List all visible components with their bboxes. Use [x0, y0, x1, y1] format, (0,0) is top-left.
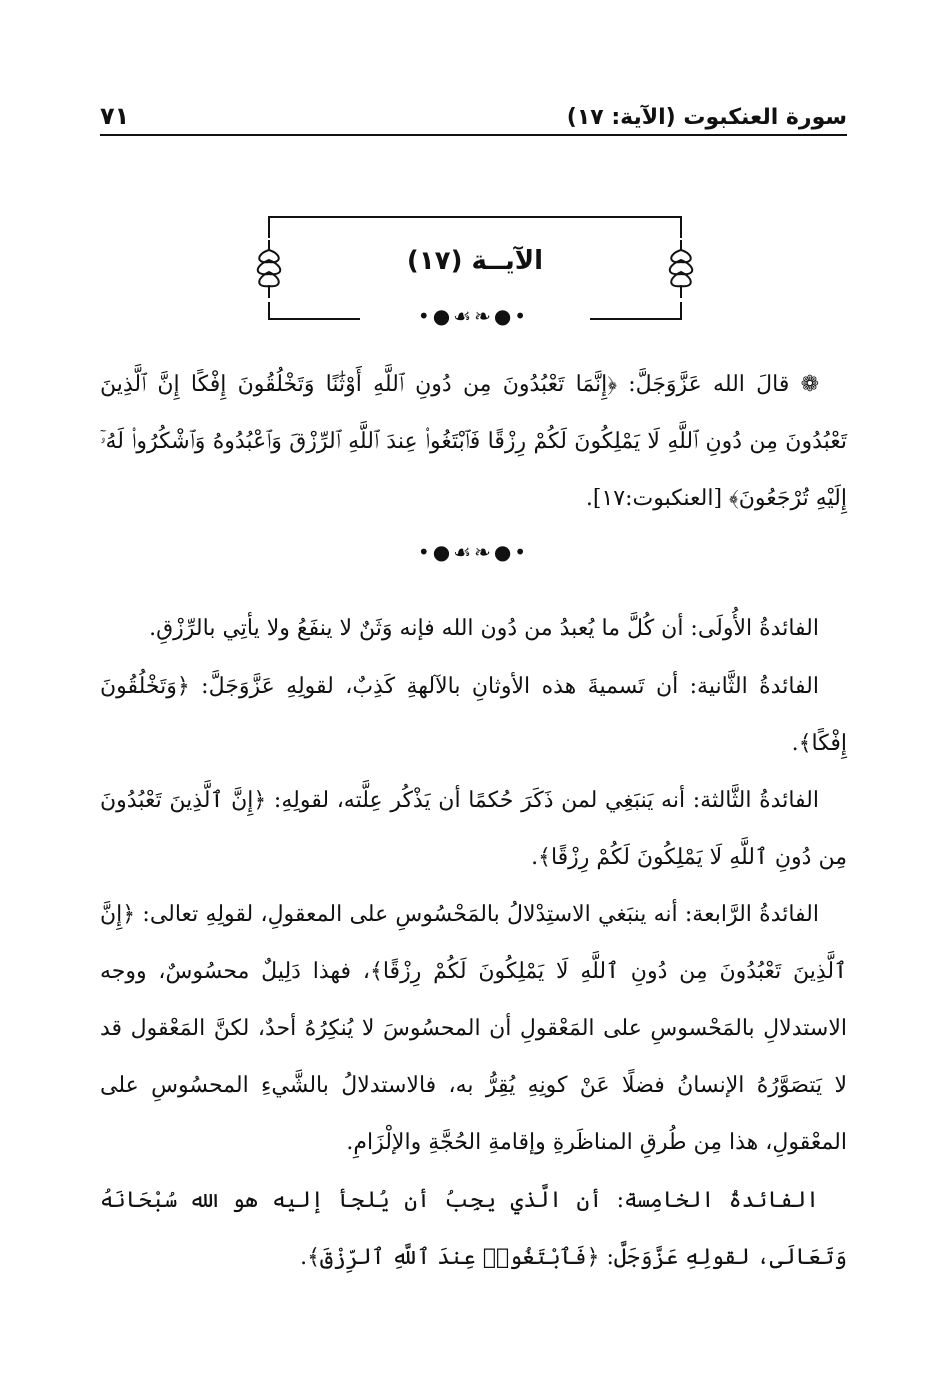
verse-section-title: الآيــة (١٧)	[406, 246, 544, 276]
running-header	[100, 92, 847, 136]
header-title: سورة العنكبوت (الآية: ١٧)	[566, 105, 847, 130]
benefit-paragraph-2: الفائدةُ الثَّانية: أن تَسميةَ هذه الأوثانِ بالآلهةِ كَذِبٌ، لقولِهِ عَزَّوَجَلَّ: ﴿وَتَخْلُقُونَ إِفْكًا﴾.	[100, 674, 847, 756]
benefit-paragraph-5: الفائدةُ الخامِسة: أن الَّذي يجِبُ أن يُلجأ إليه هو الله سُبْحَانَهُ وَتَعَالَى، لقولِهِ عَزَّوَجَلَّ: ﴿فَٱبْتَغُوا۟ عِندَ ٱللَّهِ ٱلرِّزْقَ﴾.	[100, 1188, 847, 1270]
benefit-paragraph-1: الفائدةُ الأُولَى: أن كُلَّ ما يُعبدُ من دُون الله فإنه وَثَنٌ لا ينفَعُ ولا يأتِي بالرِّزْقِ.	[149, 616, 819, 641]
benefit-paragraph-4: الفائدةُ الرَّابعة: أنه ينبَغي الاستِدْلالُ بالمَحْسُوسِ على المعقولِ، لقولِهِ تعالى: ﴿إِنَّ ٱلَّذِينَ تَعْبُدُونَ مِن دُونِ ٱللَّهِ لَا يَمْلِكُونَ لَكُمْ رِزْقًا﴾، فهذا دَلِيلٌ محسُوسٌ، ووجه الاستدلالِ بالمَحْسوسِ على المَعْقولِ أن المحسُوسَ لا يُنكِرُهُ أحدٌ، لكنَّ المَعْقول قد لا يَتصَوَّرُهُ الإنسانُ فضلًا عَنْ كونِهِ يُقِرُّ به، فالاستدلالُ بالشَّيءِ المحسُوسِ على المعْقولِ، هذا مِن طُرقِ المناظَرةِ وإقامةِ الحُجَّةِ والإلْزَامِ.	[100, 902, 847, 1155]
verse-paragraph: ❁ قالَ الله عَزَّوَجَلَّ: ﴿إِنَّمَا تَعْبُدُونَ مِن دُونِ ٱللَّهِ أَوْثَٰنًا وَتَخْلُقُونَ إِفْكًا إِنَّ ٱلَّذِينَ تَعْبُدُونَ مِن دُونِ ٱللَّهِ لَا يَمْلِكُونَ لَكُمْ رِزْقًا فَٱبْتَغُوا۟ عِندَ ٱللَّهِ ٱلرِّزْقَ وَٱعْبُدُوهُ وَٱشْكُرُوا۟ لَهُۥٓ إِلَيْهِ تُرْجَعُونَ﴾ [العنكبوت:١٧].	[100, 372, 847, 511]
ornament-divider: •●☙❧●•	[417, 304, 530, 328]
page-number: ٧١	[100, 102, 130, 130]
frame-left-top-line	[268, 216, 270, 238]
frame-top-line	[268, 216, 682, 218]
benefit-paragraph-3: الفائدةُ الثَّالثة: أنه يَنبَغِي لمن ذَكَرَ حُكمًا أن يَذْكُر عِلَّته، لقولِهِ: ﴿إِنَّ ٱلَّذِينَ تَعْبُدُونَ مِن دُونِ ٱللَّهِ لَا يَمْلِكُونَ لَكُمْ رِزْقًا﴾.	[100, 788, 847, 870]
frame-right-top-line	[680, 216, 682, 238]
ornament-divider: •●☙❧●•	[417, 540, 530, 564]
